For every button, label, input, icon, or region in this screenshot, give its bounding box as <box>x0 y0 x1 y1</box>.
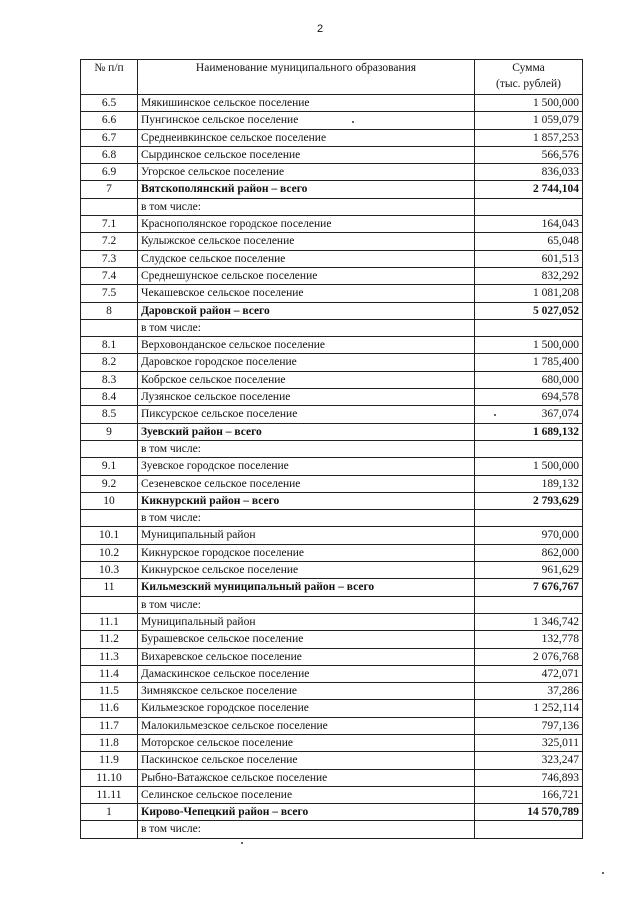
row-name-cell: Бурашевское сельское поселение <box>138 631 475 648</box>
table-row <box>81 354 583 371</box>
row-name-cell: Муниципальный район <box>138 527 475 544</box>
row-sum-cell: 1 500,000 <box>475 95 583 112</box>
table-row <box>81 216 583 233</box>
row-sum-cell: 566,576 <box>475 146 583 163</box>
table-row <box>81 648 583 665</box>
row-sum-cell: 164,043 <box>475 216 583 233</box>
table-row <box>81 181 583 198</box>
row-sum-cell <box>475 319 583 336</box>
row-name-cell: Верховонданское сельское поселение <box>138 337 475 354</box>
row-number-cell: 11.1 <box>81 613 138 630</box>
row-name-cell: Даровское городское поселение <box>138 354 475 371</box>
row-sum-cell: 961,629 <box>475 562 583 579</box>
table-row <box>81 752 583 769</box>
row-name-cell: Рыбно-Ватажское сельское поселение <box>138 769 475 786</box>
row-name-cell: Кобрское сельское поселение <box>138 371 475 388</box>
page-number: 2 <box>316 23 324 35</box>
row-name-cell: Среднешунское сельское поселение <box>138 267 475 284</box>
row-sum-cell <box>475 440 583 457</box>
row-number-cell <box>81 319 138 336</box>
row-number-cell: 1 <box>81 804 138 821</box>
table-row <box>81 406 583 423</box>
row-number-cell <box>81 821 138 838</box>
row-number-cell: 9.2 <box>81 475 138 492</box>
row-name-cell: Слудское сельское поселение <box>138 250 475 267</box>
row-name-cell: Мякишинское сельское поселение <box>138 95 475 112</box>
row-name-cell: Зуевское городское поселение <box>138 458 475 475</box>
table-row <box>81 579 583 596</box>
row-number-cell: 11.8 <box>81 734 138 751</box>
allocation-table <box>80 59 583 839</box>
row-sum-cell: 65,048 <box>475 233 583 250</box>
row-sum-cell: 1 689,132 <box>475 423 583 440</box>
row-number-cell: 9.1 <box>81 458 138 475</box>
row-name-cell: Кикнурское сельское поселение <box>138 562 475 579</box>
table-row <box>81 786 583 803</box>
row-name-cell: Кильмезский муниципальный район – всего <box>138 579 475 596</box>
row-number-cell: 8.5 <box>81 406 138 423</box>
table-row <box>81 458 583 475</box>
table-row <box>81 440 583 457</box>
row-number-cell: 10.2 <box>81 544 138 561</box>
row-name-cell: Лузянское сельское поселение <box>138 389 475 406</box>
row-sum-cell <box>475 198 583 215</box>
row-sum-cell: 832,292 <box>475 267 583 284</box>
row-name-cell: в том числе: <box>138 319 475 336</box>
table-row <box>81 510 583 527</box>
scan-speck <box>602 872 604 874</box>
row-number-cell: 11.2 <box>81 631 138 648</box>
row-number-cell: 10.1 <box>81 527 138 544</box>
row-name-cell: Вятскополянский район – всего <box>138 181 475 198</box>
row-number-cell: 11.10 <box>81 769 138 786</box>
row-number-cell: 7.1 <box>81 216 138 233</box>
table-row <box>81 129 583 146</box>
table-row <box>81 596 583 613</box>
row-number-cell: 6.5 <box>81 95 138 112</box>
row-sum-cell: 1 252,114 <box>475 700 583 717</box>
column-header-name: Наименование муниципального образования <box>138 60 475 95</box>
row-number-cell: 6.6 <box>81 112 138 129</box>
table-row <box>81 492 583 509</box>
row-number-cell: 11 <box>81 579 138 596</box>
row-name-cell: Моторское сельское поселение <box>138 734 475 751</box>
row-name-cell: Селинское сельское поселение <box>138 786 475 803</box>
row-name-cell: в том числе: <box>138 821 475 838</box>
row-sum-cell: 694,578 <box>475 389 583 406</box>
row-number-cell: 6.9 <box>81 164 138 181</box>
table-row <box>81 665 583 682</box>
table-row <box>81 613 583 630</box>
table-row <box>81 198 583 215</box>
row-sum-cell: 1 346,742 <box>475 613 583 630</box>
row-number-cell: 8.1 <box>81 337 138 354</box>
table-row <box>81 734 583 751</box>
column-header-sum-unit: (тыс. рублей) <box>495 78 562 91</box>
row-number-cell: 6.8 <box>81 146 138 163</box>
row-number-cell: 8 <box>81 302 138 319</box>
row-name-cell: Сырдинское сельское поселение <box>138 146 475 163</box>
row-sum-cell <box>475 510 583 527</box>
row-sum-cell: 2 744,104 <box>475 181 583 198</box>
row-number-cell: 11.4 <box>81 665 138 682</box>
row-sum-cell: 323,247 <box>475 752 583 769</box>
row-number-cell: 11.6 <box>81 700 138 717</box>
row-name-cell: Кирово-Чепецкий район – всего <box>138 804 475 821</box>
column-header-number: № п/п <box>81 60 138 95</box>
row-number-cell <box>81 596 138 613</box>
row-sum-cell: 862,000 <box>475 544 583 561</box>
table-row <box>81 302 583 319</box>
row-sum-cell: 1 059,079 <box>475 112 583 129</box>
row-name-cell: Кильмезское городское поселение <box>138 700 475 717</box>
table-row <box>81 164 583 181</box>
row-sum-cell: 1 785,400 <box>475 354 583 371</box>
column-header-sum-title: Сумма <box>512 62 545 74</box>
row-sum-cell: 1 857,253 <box>475 129 583 146</box>
row-sum-cell: 14 570,789 <box>475 804 583 821</box>
row-name-cell: Пунгинское сельское поселение <box>138 112 475 129</box>
row-number-cell: 7.4 <box>81 267 138 284</box>
row-name-cell: Чекашевское сельское поселение <box>138 285 475 302</box>
row-number-cell: 7 <box>81 181 138 198</box>
table-row <box>81 423 583 440</box>
table-row <box>81 700 583 717</box>
table-row <box>81 389 583 406</box>
row-sum-cell: 601,513 <box>475 250 583 267</box>
row-number-cell: 7.2 <box>81 233 138 250</box>
row-name-cell: Паскинское сельское поселение <box>138 752 475 769</box>
row-number-cell: 7.3 <box>81 250 138 267</box>
row-name-cell: Даровской район – всего <box>138 302 475 319</box>
table-row <box>81 95 583 112</box>
row-name-cell: Зуевский район – всего <box>138 423 475 440</box>
row-number-cell: 11.7 <box>81 717 138 734</box>
scan-speck <box>494 414 496 416</box>
row-number-cell: 10.3 <box>81 562 138 579</box>
row-sum-cell: 680,000 <box>475 371 583 388</box>
table-row <box>81 631 583 648</box>
row-number-cell: 11.9 <box>81 752 138 769</box>
row-number-cell: 11.11 <box>81 786 138 803</box>
row-sum-cell: 367,074 <box>475 406 583 423</box>
table-header <box>81 60 583 95</box>
row-name-cell: Кулыжское сельское поселение <box>138 233 475 250</box>
row-number-cell: 8.4 <box>81 389 138 406</box>
table-row <box>81 769 583 786</box>
row-name-cell: Угорское сельское поселение <box>138 164 475 181</box>
row-sum-cell <box>475 821 583 838</box>
row-name-cell: Среднеивкинское сельское поселение <box>138 129 475 146</box>
table-row <box>81 337 583 354</box>
table-row <box>81 267 583 284</box>
row-name-cell: Кикнурское городское поселение <box>138 544 475 561</box>
table-row <box>81 475 583 492</box>
row-sum-cell: 2 076,768 <box>475 648 583 665</box>
row-number-cell: 9 <box>81 423 138 440</box>
row-sum-cell: 132,778 <box>475 631 583 648</box>
row-sum-cell <box>475 596 583 613</box>
row-sum-cell: 1 500,000 <box>475 458 583 475</box>
row-sum-cell: 5 027,052 <box>475 302 583 319</box>
column-header-sum <box>475 60 583 95</box>
table-row <box>81 319 583 336</box>
table-row <box>81 821 583 838</box>
scan-speck <box>352 121 354 123</box>
row-name-cell: Зимнякское сельское поселение <box>138 683 475 700</box>
row-sum-cell: 746,893 <box>475 769 583 786</box>
row-name-cell: Краснополянское городское поселение <box>138 216 475 233</box>
row-sum-cell: 797,136 <box>475 717 583 734</box>
row-sum-cell: 189,132 <box>475 475 583 492</box>
row-number-cell <box>81 198 138 215</box>
table-row <box>81 250 583 267</box>
row-name-cell: в том числе: <box>138 440 475 457</box>
table-row <box>81 717 583 734</box>
row-name-cell: Сезеневское сельское поселение <box>138 475 475 492</box>
row-sum-cell: 37,286 <box>475 683 583 700</box>
row-number-cell <box>81 510 138 527</box>
row-name-cell: Малокильмезское сельское поселение <box>138 717 475 734</box>
table-row <box>81 146 583 163</box>
table-row <box>81 804 583 821</box>
row-number-cell: 11.5 <box>81 683 138 700</box>
table-row <box>81 371 583 388</box>
table-row <box>81 562 583 579</box>
row-name-cell: Дамаскинское сельское поселение <box>138 665 475 682</box>
row-sum-cell: 1 081,208 <box>475 285 583 302</box>
row-sum-cell: 325,011 <box>475 734 583 751</box>
row-sum-cell: 2 793,629 <box>475 492 583 509</box>
header-row <box>81 60 583 95</box>
scan-speck <box>241 842 243 844</box>
row-name-cell: в том числе: <box>138 510 475 527</box>
row-name-cell: Кикнурский район – всего <box>138 492 475 509</box>
table-row <box>81 683 583 700</box>
row-sum-cell: 166,721 <box>475 786 583 803</box>
row-sum-cell: 970,000 <box>475 527 583 544</box>
row-name-cell: Пиксурское сельское поселение <box>138 406 475 423</box>
row-name-cell: в том числе: <box>138 596 475 613</box>
row-number-cell: 11.3 <box>81 648 138 665</box>
row-name-cell: Вихаревское сельское поселение <box>138 648 475 665</box>
table-row <box>81 527 583 544</box>
table-row <box>81 233 583 250</box>
row-number-cell: 7.5 <box>81 285 138 302</box>
table-row <box>81 544 583 561</box>
row-sum-cell: 836,033 <box>475 164 583 181</box>
row-number-cell <box>81 440 138 457</box>
row-sum-cell: 7 676,767 <box>475 579 583 596</box>
row-name-cell: в том числе: <box>138 198 475 215</box>
table-row <box>81 112 583 129</box>
row-sum-cell: 1 500,000 <box>475 337 583 354</box>
table-body <box>81 95 583 839</box>
row-number-cell: 8.3 <box>81 371 138 388</box>
row-number-cell: 10 <box>81 492 138 509</box>
row-number-cell: 8.2 <box>81 354 138 371</box>
row-name-cell: Муниципальный район <box>138 613 475 630</box>
row-number-cell: 6.7 <box>81 129 138 146</box>
table-row <box>81 285 583 302</box>
row-sum-cell: 472,071 <box>475 665 583 682</box>
